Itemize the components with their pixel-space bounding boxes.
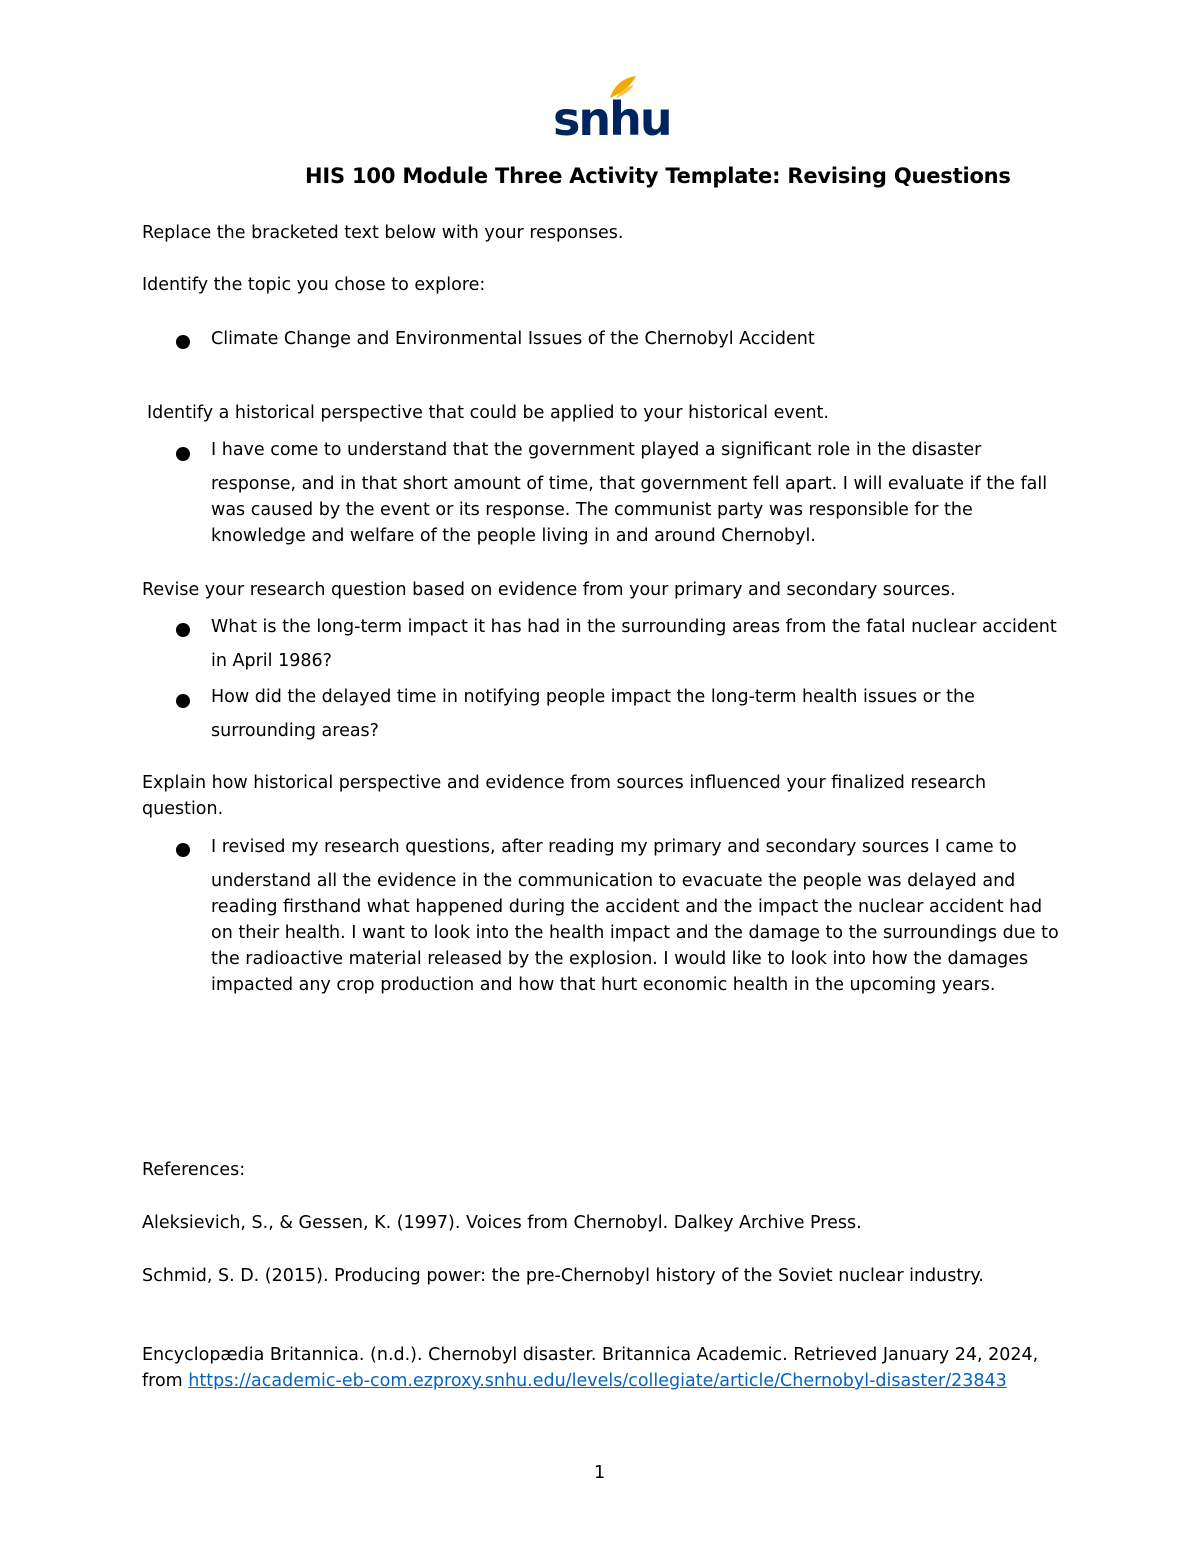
reference-item: Encyclopædia Britannica. (n.d.). Chernobyl disaster. Britannica Academic. Retrieved January 24, 2024, [142, 1345, 1039, 1365]
bullet-icon [176, 447, 190, 461]
reference-item: Aleksievich, S., & Gessen, K. (1997). Voices from Chernobyl. Dalkey Archive Press. [142, 1213, 862, 1233]
revise-bullet-line: in April 1986? [211, 651, 332, 671]
revise-bullet-line: What is the long-term impact it has had in the surrounding areas from the fatal nuclear accident [211, 617, 1057, 637]
logo-text: snhu [553, 92, 671, 146]
topic-bullet-text: Climate Change and Environmental Issues of the Chernobyl Accident [211, 329, 815, 349]
perspective-bullet-line: I have come to understand that the government played a significant role in the disaster [211, 440, 982, 460]
revise-bullet-line: surrounding areas? [211, 721, 379, 741]
reference-from-text: from [142, 1371, 189, 1391]
perspective-bullet-line: response, and in that short amount of time, that government fell apart. I will evaluate if the fall [211, 474, 1048, 494]
bullet-icon [176, 623, 190, 637]
instructions-text: Replace the bracketed text below with your responses. [142, 223, 624, 243]
perspective-bullet-line: was caused by the event or its response. The communist party was responsible for the [211, 500, 973, 520]
explain-bullet-line: the radioactive material released by the explosion. I would like to look into how the damages [211, 949, 1029, 969]
perspective-bullet-line: knowledge and welfare of the people living in and around Chernobyl. [211, 526, 816, 546]
explain-prompt-line: question. [142, 799, 224, 819]
bullet-icon [176, 843, 190, 857]
explain-bullet-line: impacted any crop production and how that hurt economic health in the upcoming years. [211, 975, 996, 995]
explain-bullet-line: reading firsthand what happened during the accident and the impact the nuclear accident had [211, 897, 1043, 917]
page-number: 1 [594, 1463, 606, 1483]
page-title: HIS 100 Module Three Activity Template: Revising Questions [305, 164, 1011, 188]
explain-bullet-line: understand all the evidence in the communication to evacuate the people was delayed and [211, 871, 1016, 891]
explain-bullet-line: on their health. I want to look into the health impact and the damage to the surroundings due to [211, 923, 1059, 943]
explain-prompt-line: Explain how historical perspective and evidence from sources influenced your finalized research [142, 773, 987, 793]
bullet-icon [176, 694, 190, 708]
reference-link[interactable]: https://academic-eb-com.ezproxy.snhu.edu/levels/collegiate/article/Chernobyl-disaster/23843 [188, 1371, 1007, 1391]
revise-prompt: Revise your research question based on evidence from your primary and secondary sources. [142, 580, 956, 600]
topic-prompt: Identify the topic you chose to explore: [142, 275, 486, 295]
references-heading: References: [142, 1160, 246, 1180]
reference-item: Schmid, S. D. (2015). Producing power: the pre-Chernobyl history of the Soviet nuclear industry. [142, 1266, 984, 1286]
reference-item-continued [142, 1368, 1007, 1394]
snhu-logo [553, 72, 671, 146]
perspective-prompt: Identify a historical perspective that could be applied to your historical event. [147, 403, 829, 423]
bullet-icon [176, 335, 190, 349]
explain-bullet-line: I revised my research questions, after reading my primary and secondary sources I came to [211, 837, 1017, 857]
revise-bullet-line: How did the delayed time in notifying people impact the long-term health issues or the [211, 687, 975, 707]
